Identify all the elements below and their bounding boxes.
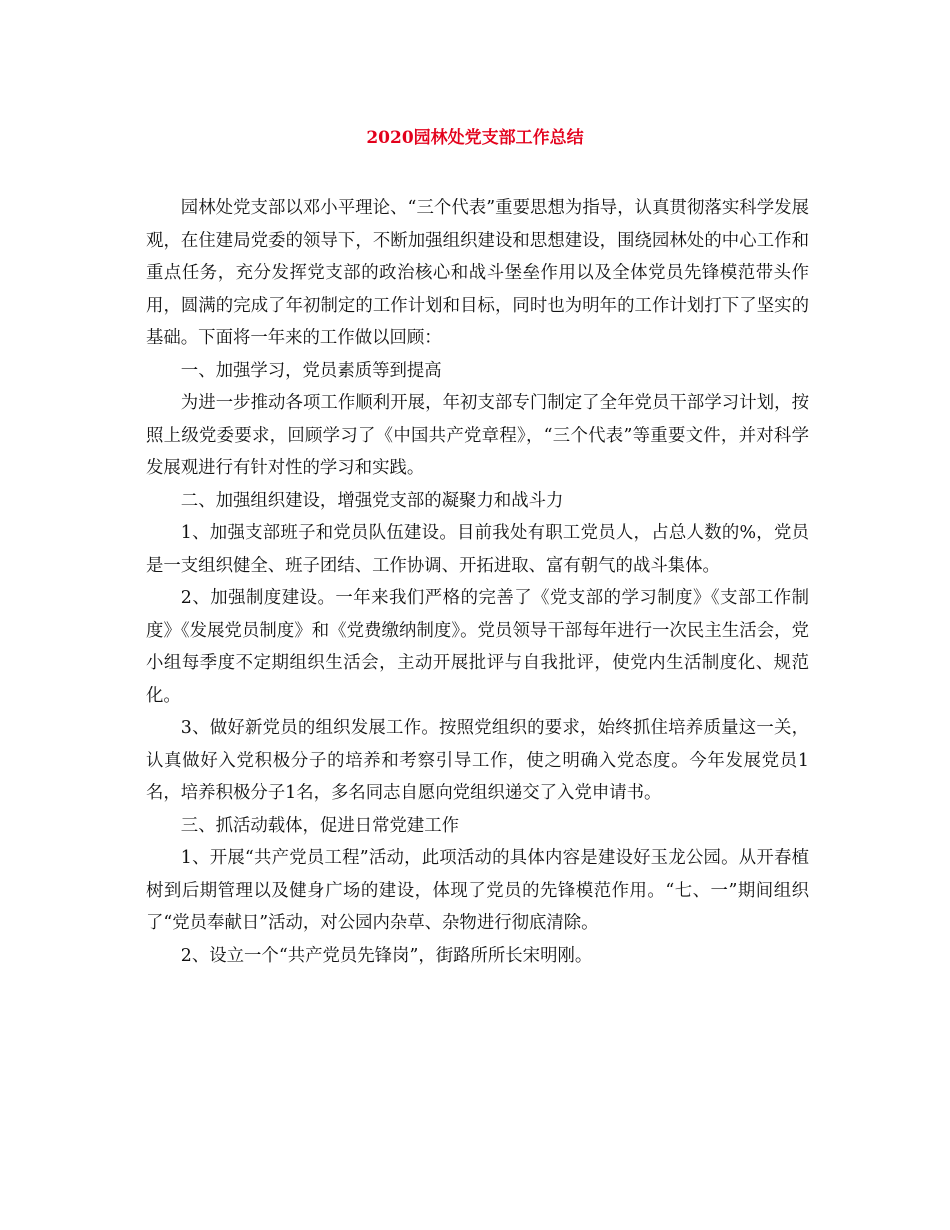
paragraph-vanguard-post: 2、设立一个“共产党员先锋岗”，街路所所长宋明刚。: [180, 945, 593, 966]
section-heading-1: 一、加强学习，党员素质等到提高: [180, 360, 442, 381]
document-body: [146, 192, 809, 972]
section-heading-3: 三、抓活动载体，促进日常党建工作: [180, 815, 460, 836]
paragraph-team-building: 1、加强支部班子和党员队伍建设。目前我处有职工党员人，占总人数的%，党员是一支组织健全、班子团结、工作协调、开拓进取、富有朝气的战斗集体。: [146, 523, 809, 576]
section-heading-2: 二、加强组织建设，增强党支部的凝聚力和战斗力: [180, 490, 564, 511]
paragraph-party-project: 1、开展“共产党员工程”活动，此项活动的具体内容是建设好玉龙公园。从开春植树到后期管理以及健身广场的建设，体现了党员的先锋模范作用。“七、一”期间组织了“党员奉献日”活动，对公园内杂草、杂物进行彻底清除。: [146, 848, 809, 933]
document-title: 2020园林处党支部工作总结: [366, 128, 584, 148]
paragraph-study: 为进一步推动各项工作顺利开展，年初支部专门制定了全年党员干部学习计划，按照上级党委要求，回顾学习了《中国共产党章程》，“三个代表”等重要文件，并对科学发展观进行有针对性的学习和实践。: [146, 393, 809, 478]
paragraph-new-members: 3、做好新党员的组织发展工作。按照党组织的要求，始终抓住培养质量这一关，认真做好入党积极分子的培养和考察引导工作，使之明确入党态度。今年发展党员1名，培养积极分子1名，多名同志自愿向党组织递交了入党申请书。: [146, 718, 809, 803]
paragraph-intro: 园林处党支部以邓小平理论、“三个代表”重要思想为指导，认真贯彻落实科学发展观，在住建局党委的领导下，不断加强组织建设和思想建设，围绕园林处的中心工作和重点任务，充分发挥党支部的政治核心和战斗堡垒作用以及全体党员先锋模范带头作用，圆满的完成了年初制定的工作计划和目标，同时也为明年的工作计划打下了坚实的基础。下面将一年来的工作做以回顾：: [146, 198, 809, 348]
paragraph-system-building: 2、加强制度建设。一年来我们严格的完善了《党支部的学习制度》《支部工作制度》《发展党员制度》和《党费缴纳制度》。党员领导干部每年进行一次民主生活会，党小组每季度不定期组织生活会，主动开展批评与自我批评，使党内生活制度化、规范化。: [146, 588, 809, 706]
